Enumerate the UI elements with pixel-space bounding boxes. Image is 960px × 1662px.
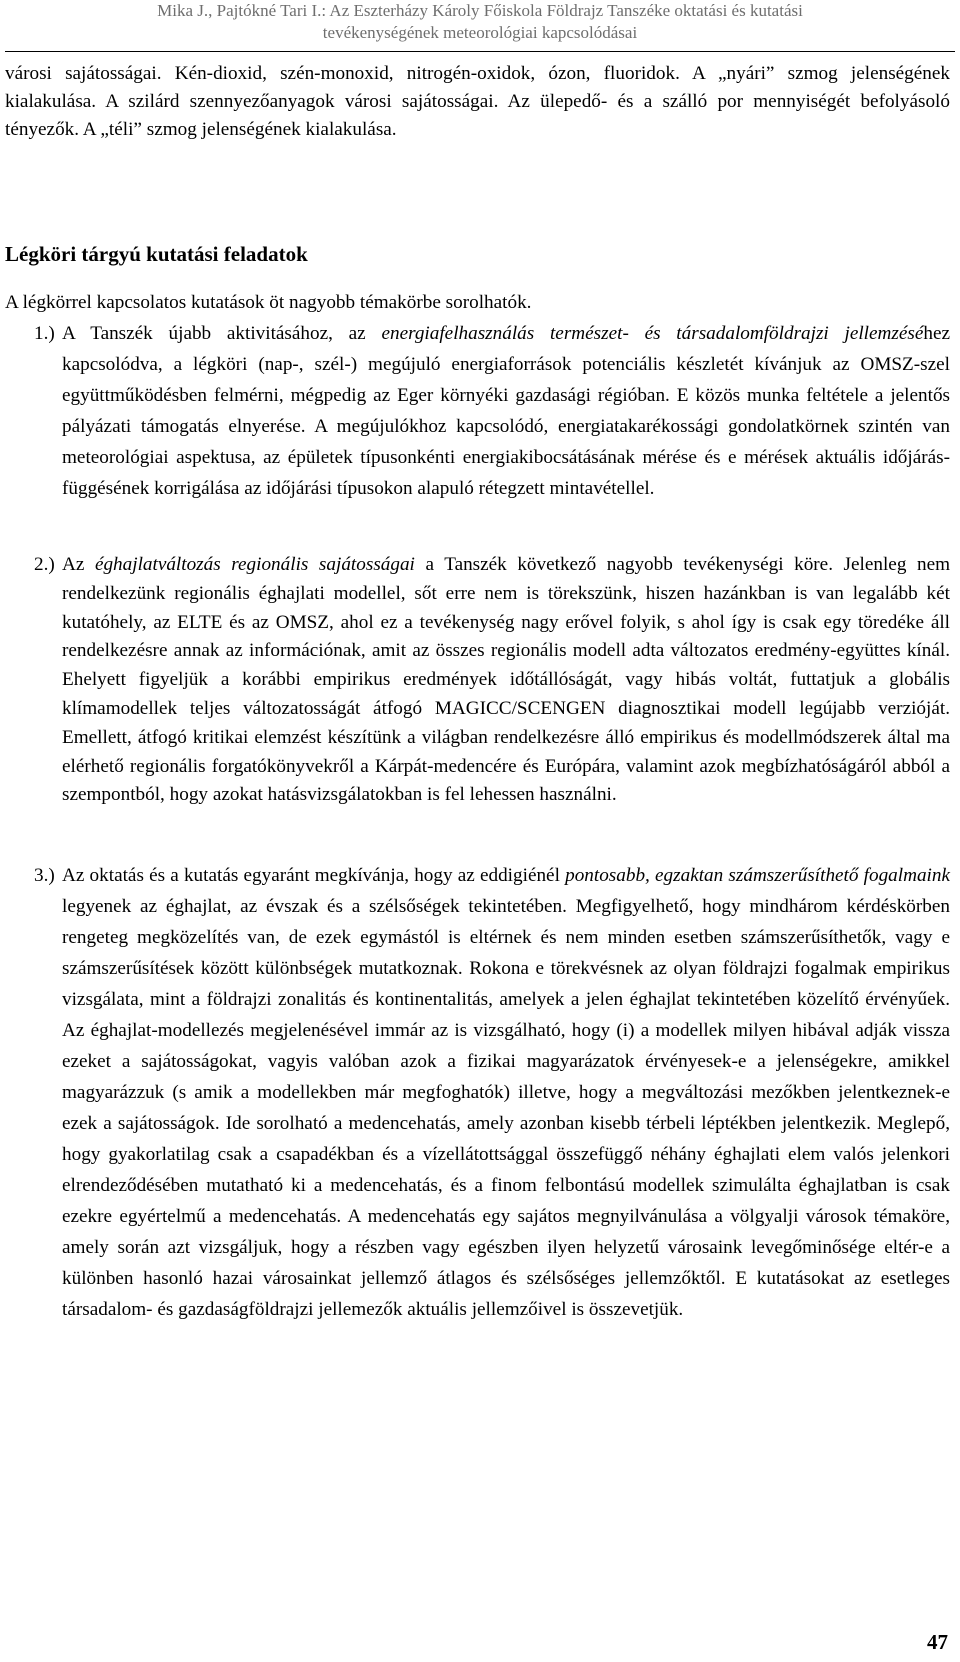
header-line-1: Mika J., Pajtókné Tari I.: Az Eszterházy Károly Főiskola Földrajz Tanszéke oktatási és kutatási xyxy=(157,1,803,20)
page-number: 47 xyxy=(927,1630,948,1654)
item-number: 2.) xyxy=(34,554,55,575)
intro-paragraph: városi sajátosságai. Kén-dioxid, szén-monoxid, nitrogén-oxidok, ózon, fluoridok. A „nyári” szmog jelenségének kialakulása. A szilárd szennyezőanyagok városi sajátosságai. Az ülepedő- és a szálló por mennyiségét befolyásoló tényezők. A „téli” szmog jelenségének kialakulása. xyxy=(5,63,950,140)
item-emphasis: energiafelhasználás természet- és társadalomföldrajzi jellemzésé xyxy=(381,323,924,344)
section-heading: Légköri tárgyú kutatási feladatok xyxy=(5,242,308,266)
item-text: Az oktatás és a kutatás egyaránt megkívánja, hogy az eddigiénél xyxy=(62,865,566,886)
item-emphasis: pontosabb, egzaktan számszerűsíthető fogalmaink xyxy=(565,865,950,886)
item-text: hez kapcsolódva, a légköri (nap-, szél-) megújuló energiaforrások potenciális készletét kívánjuk az OMSZ-szel együttműködésben felmérni, mégpedig az Eger környéki gazdasági régióban. E közös munka feltétele a jelentős pályázati támogatás elnyerése. A megújulókhoz kapcsolódó, energiatakarékossági gondolatkörnek szintén van meteorológiai aspektusa, az épületek típusonkénti energiakibocsátásának mérése és e mérések aktuális időjárás-függésének korrigálása az időjárási típusokon alapuló rétegzett mintavétellel. xyxy=(62,323,950,499)
lead-paragraph: A légkörrel kapcsolatos kutatások öt nagyobb témakörbe sorolhatók. xyxy=(5,292,532,313)
research-topics-list xyxy=(5,318,950,1325)
list-item xyxy=(5,551,950,860)
item-text: Az xyxy=(62,554,95,575)
item-text: legyenek az éghajlat, az évszak és a szélsőségek tekintetében. Megfigyelhető, hogy mindhárom kérdéskörben rengeteg megközelítés van, de ezek egymástól is eltérnek és nem minden esetben számszerűsíthetők, vagy e számszerűsítések között különbségek mutatkoznak. Rokona e törekvésnek az olyan földrajzi fogalmak empirikus vizsgálata, mint a földrajzi zonalitás és kontinentalitás, amelyek a jelen éghajlat tekintetében közelítő érvényűek. Az éghajlat-modellezés megjelenésével immár az is vizsgálható, hogy (i) a modellek milyen hibával adják vissza ezeket a sajátosságokat, vagyis valóban azok a fizikai magyarázatok érvényesek-e a jelenségekre, amikkel magyarázzuk (s amik a modellekben már megfoghatók) illetve, hogy a megváltozási mezőkben jelentkeznek-e ezek a sajátosságok. Ide sorolható a medencehatás, amely azonban kisebb térbeli léptékben jelentkezik. Meglepő, hogy gyakorlatilag csak a csapadékban és a vízellátottsággal összefüggő néhány éghajlati elem valós jelenkori elrendeződésében mutatható ki a medencehatás, és a finom felbontású modellek szimulálta éghajlatban is csak ezekre egyértelmű a medencehatás. A medencehatás egy sajátos megnyilvánulása a völgyalji városok témaköre, amely során azt vizsgáljuk, hogy a részben vagy egészben ilyen helyzetű városaink levegőminősége eltér-e a különben hasonló hazai városainkat jellemző átlagos és szélsőséges jellemzőktől. E kutatásokat az esetleges társadalom- és gazdaságföldrajzi jellemezők aktuális jellemzőivel is összevetjük. xyxy=(62,896,950,1320)
list-item xyxy=(5,318,950,551)
list-item xyxy=(5,860,950,1325)
running-header xyxy=(0,0,960,44)
item-text: A Tanszék újabb aktivitásához, az xyxy=(62,323,382,344)
item-text: a Tanszék következő nagyobb tevékenységi köre. Jelenleg nem rendelkezünk regionális éghajlati modellel, sőt erre nem is törekszünk, hiszen hazánkban is van legalább két kutatóhely, az ELTE és az OMSZ, ahol ez a tevékenység nagy erővel folyik, s ahol így is csak egy töredéke áll rendelkezésre annak az információnak, amit az összes regionális modell adta változatos eredmény-együttes kínál. Ehelyett figyeljük a korábbi empirikus eredmények időtállóságát, vagy hibás voltát, futtatjuk a globális klímamodellek teljes változatosságát átfogó MAGICC/SCENGEN diagnosztikai modell legújabb verzióját. Emellett, átfogó kritikai elemzést készítünk a világban rendelkezésre álló empirikus és modellmódszerek által ma elérhető regionális forgatókönyvekről a Kárpát-medencére és Európára, valamint azok megbízhatóságáról abból a szempontból, hogy azokat hatásvizsgálatokban is fel lehessen használni. xyxy=(62,554,951,806)
header-rule xyxy=(5,51,955,52)
item-number: 3.) xyxy=(34,865,55,886)
item-number: 1.) xyxy=(34,323,55,344)
item-emphasis: éghajlatváltozás regionális sajátosságai xyxy=(94,554,415,575)
header-line-2: tevékenységének meteorológiai kapcsolódásai xyxy=(322,23,638,42)
